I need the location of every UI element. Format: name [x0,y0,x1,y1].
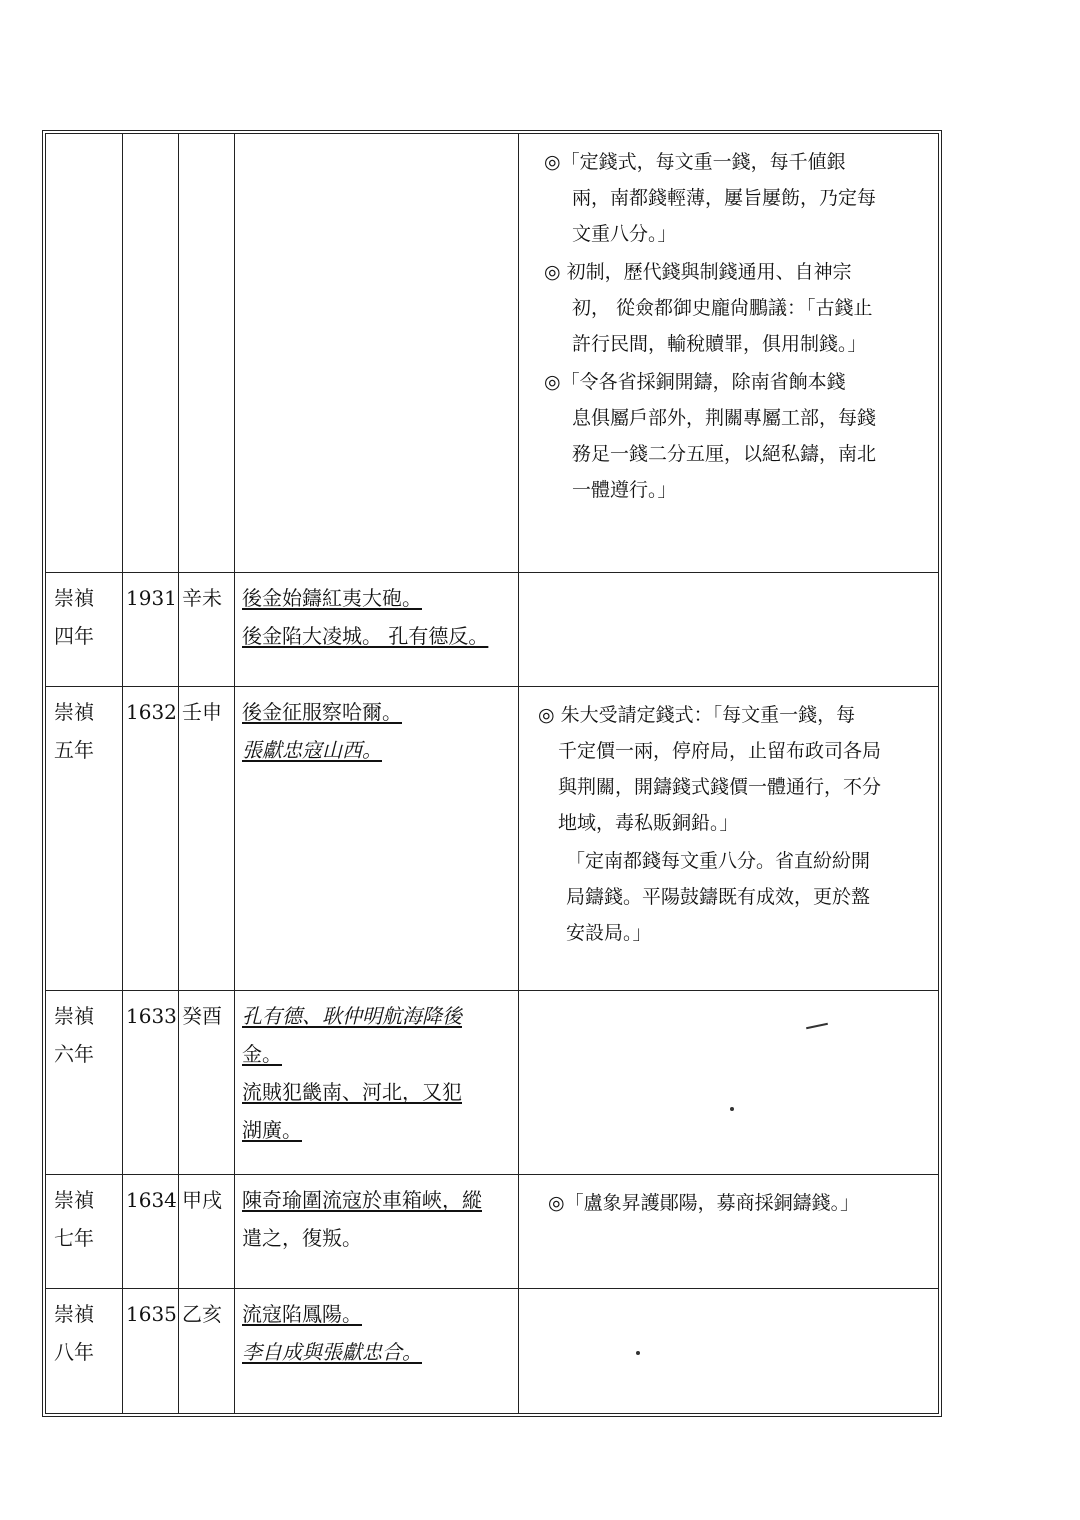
note [544,364,926,508]
event-line: 湖廣。 [242,1118,302,1142]
table-row [46,990,938,1175]
table-row [46,1174,938,1289]
ganzhi-cell: 壬申 [182,700,222,724]
era-label: 崇禎七年 [54,1188,94,1250]
note-line: ◎ 初制，歷代錢與制錢通用、自神宗 [544,261,852,283]
table-row [46,572,938,687]
notes-cell [518,687,938,991]
note-line: 息俱屬戶部外，荆關專屬工部，每錢 [572,407,877,429]
ganzhi-cell [178,134,234,572]
note-line: ◎ 朱大受請定錢式：「每文重一錢，每 [538,704,856,726]
note-line: ◎「定錢式，每文重一錢，每千値銀 [544,151,846,173]
note-line: 「定南都錢每文重八分。省直紛紛開 [566,850,871,872]
era-cell [46,1175,122,1289]
events-cell [234,573,518,687]
ganzhi-cell: 癸酉 [182,1004,222,1028]
events-cell [234,134,518,572]
ganzhi-cell: 甲戌 [182,1188,222,1212]
ganzhi-cell: 乙亥 [182,1302,222,1326]
note-line: 局鑄錢。平陽鼓鑄既有成效，更於盩 [566,886,871,908]
table-row [46,1288,938,1414]
scan-mark [730,1107,734,1111]
era-label: 崇禎八年 [54,1302,94,1364]
event-line: 後金征服察哈爾。 [242,700,402,724]
event-line: 李自成與張獻忠合。 [242,1340,422,1364]
era-cell [46,573,122,687]
note [538,843,926,951]
era-cell [46,687,122,991]
notes-cell [518,573,938,687]
events-cell [234,687,518,991]
events-cell [234,991,518,1175]
era-cell [46,1289,122,1414]
event-line: 孔有德、耿仲明航海降後 [242,1004,462,1028]
year-cell: 1633 [126,1004,177,1028]
notes-cell [518,1289,938,1414]
notes-cell [518,134,938,572]
note [544,144,926,252]
year-cell: 1635 [126,1302,177,1326]
note-line: 地域，毒私販銅鉛。」 [558,812,739,834]
events-cell [234,1175,518,1289]
scan-mark [636,1351,640,1355]
notes-cell [518,991,938,1175]
event-line: 張獻忠寇山西。 [242,738,382,762]
table-row [46,686,938,991]
note-line: ◎「盧象昇護鄖陽，募商採銅鑄錢。」 [548,1192,860,1214]
event-line: 遣之，復叛。 [242,1226,362,1250]
event-line: 流寇陷鳳陽。 [242,1302,362,1326]
note-line: 一體遵行。」 [572,479,677,501]
notes-cell [518,1175,938,1289]
era-cell [46,991,122,1175]
year-cell: 1634 [126,1188,177,1212]
note-line: ◎「令各省採銅開鑄，除南省餉本錢 [544,371,846,393]
note-line: 與荆關，開鑄錢式錢價一體通行，不分 [558,776,882,798]
year-cell [122,134,178,572]
era-label: 崇禎四年 [54,586,94,648]
event-line: 後金始鑄紅夷大砲。 [242,586,422,610]
note-line: 務足一錢二分五厘，以絕私鑄，南北 [572,443,877,465]
note-line: 千定價一兩，停府局，止留布政司各局 [558,740,882,762]
era-label: 崇禎六年 [54,1004,94,1066]
era-cell [46,134,122,572]
note-line: 安設局。」 [566,922,652,944]
event-line: 陳奇瑜圍流寇於車箱峽，縱 [242,1188,482,1212]
note [544,254,926,362]
note-line: 初， 從僉都御史龐尙鵬議：「古錢止 [572,297,873,319]
note-line: 文重八分。」 [572,223,677,245]
event-line: 流賊犯畿南、河北，又犯 [242,1080,462,1104]
note [538,697,926,841]
era-label: 崇禎五年 [54,700,94,762]
events-cell [234,1289,518,1414]
year-cell: 1632 [126,700,177,724]
event-line: 金。 [242,1042,282,1066]
ganzhi-cell: 辛未 [182,586,222,610]
note-line: 許行民間，輸稅贖罪，俱用制錢。」 [572,333,867,355]
note-line: 兩，南都錢輕薄，屢旨屢飭，乃定每 [572,187,877,209]
year-cell: 1931 [126,586,177,610]
table-row [46,134,938,572]
note [548,1185,926,1221]
scan-mark [806,1023,828,1030]
chronology-table [42,130,942,1417]
event-line: 後金陷大凌城。 孔有德反。 [242,624,489,648]
